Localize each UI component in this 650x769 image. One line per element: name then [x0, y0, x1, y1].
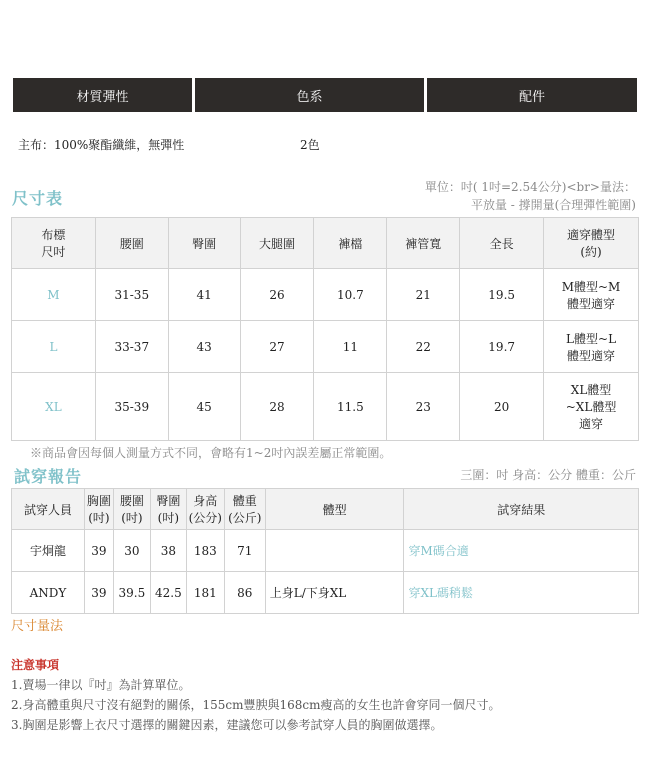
- cell-fit: L體型~L 體型適穿: [544, 321, 639, 373]
- material-header: 材質彈性: [13, 78, 192, 112]
- notice-title: 注意事項: [11, 658, 60, 672]
- cell-hem: 23: [387, 373, 460, 441]
- cell-height: 181: [186, 572, 224, 614]
- fit-unit-note: 三圍：吋 身高：公分 體重：公斤: [460, 468, 636, 482]
- header-chest: 胸圍 (吋): [84, 489, 113, 530]
- accessory-header: 配件: [427, 78, 637, 112]
- notice-item: 3.胸圍是影響上衣尺寸選擇的關鍵因素，建議您可以參考試穿人員的胸圍做選擇。: [11, 718, 443, 732]
- cell-waist: 33-37: [95, 321, 168, 373]
- color-header: 色系: [195, 78, 424, 112]
- cell-fit: M體型~M 體型適穿: [544, 269, 639, 321]
- size-footnote: ※商品會因每個人測量方式不同，會略有1~2吋內誤差屬正常範圍。: [30, 446, 392, 460]
- cell-weight: 71: [224, 530, 265, 572]
- cell-rise: 11.5: [314, 373, 387, 441]
- fabric-text: 主布：100%聚酯纖維，無彈性: [18, 138, 185, 152]
- cell-hip: 42.5: [150, 572, 186, 614]
- cell-hem: 21: [387, 269, 460, 321]
- notice-item: 1.賣場一律以『吋』為計算單位。: [11, 678, 191, 692]
- header-hip: 臀圍: [168, 218, 240, 269]
- header-waist: 腰圍 (吋): [113, 489, 150, 530]
- table-row: [12, 572, 639, 614]
- unit-note-2: 平放量 - 撐開量(合理彈性範圍): [470, 198, 636, 212]
- cell-fit: XL體型 ~XL體型 適穿: [544, 373, 639, 441]
- header-fit: 適穿體型 (約): [544, 218, 639, 269]
- cell-length: 19.7: [460, 321, 544, 373]
- header-hem: 褲管寬: [387, 218, 460, 269]
- fit-report-table: [11, 488, 639, 614]
- cell-result: 穿M碼合適: [404, 530, 639, 572]
- cell-hip: 38: [150, 530, 186, 572]
- header-hip: 臀圍 (吋): [150, 489, 186, 530]
- table-row: [12, 321, 639, 373]
- cell-body-type: [265, 530, 404, 572]
- cell-tester: ANDY: [12, 572, 85, 614]
- notice-item: 2.身高體重與尺寸沒有絕對的關係，155cm豐腴與168cm瘦高的女生也許會穿同一個尺寸。: [11, 698, 501, 712]
- header-body-type: 體型: [265, 489, 404, 530]
- cell-hip: 41: [168, 269, 240, 321]
- cell-height: 183: [186, 530, 224, 572]
- table-row: [12, 373, 639, 441]
- size-label: M: [12, 269, 96, 321]
- header-length: 全長: [460, 218, 544, 269]
- header-size: 布標 尺吋: [12, 218, 96, 269]
- cell-thigh: 26: [240, 269, 314, 321]
- cell-thigh: 27: [240, 321, 314, 373]
- cell-chest: 39: [84, 572, 113, 614]
- unit-note-1: 單位：吋( 1吋=2.54公分)<br>量法：: [424, 180, 636, 194]
- header-result: 試穿結果: [404, 489, 639, 530]
- cell-body-type: 上身L/下身XL: [265, 572, 404, 614]
- cell-waist: 31-35: [95, 269, 168, 321]
- header-weight: 體重 (公斤): [224, 489, 265, 530]
- cell-waist: 30: [113, 530, 150, 572]
- cell-result: 穿XL碼稍鬆: [404, 572, 639, 614]
- table-row: [12, 269, 639, 321]
- table-row: [12, 530, 639, 572]
- cell-hip: 45: [168, 373, 240, 441]
- size-table-header: [12, 218, 639, 269]
- size-label: XL: [12, 373, 96, 441]
- cell-tester: 宇炯龍: [12, 530, 85, 572]
- size-table-title: 尺寸表: [12, 189, 64, 208]
- size-table: [11, 217, 639, 441]
- header-rise: 褲檔: [314, 218, 387, 269]
- cell-weight: 86: [224, 572, 265, 614]
- cell-thigh: 28: [240, 373, 314, 441]
- cell-length: 20: [460, 373, 544, 441]
- header-thigh: 大腿圍: [240, 218, 314, 269]
- header-waist: 腰圍: [95, 218, 168, 269]
- header-tester: 試穿人員: [12, 489, 85, 530]
- header-height: 身高 (公分): [186, 489, 224, 530]
- cell-length: 19.5: [460, 269, 544, 321]
- fit-table-header: [12, 489, 639, 530]
- size-label: L: [12, 321, 96, 373]
- color-count: 2色: [300, 138, 320, 152]
- cell-hip: 43: [168, 321, 240, 373]
- cell-chest: 39: [84, 530, 113, 572]
- cell-hem: 22: [387, 321, 460, 373]
- cell-waist: 39.5: [113, 572, 150, 614]
- measure-method-link[interactable]: 尺寸量法: [11, 619, 64, 634]
- fit-report-title: 試穿報告: [14, 467, 83, 486]
- cell-waist: 35-39: [95, 373, 168, 441]
- cell-rise: 10.7: [314, 269, 387, 321]
- cell-rise: 11: [314, 321, 387, 373]
